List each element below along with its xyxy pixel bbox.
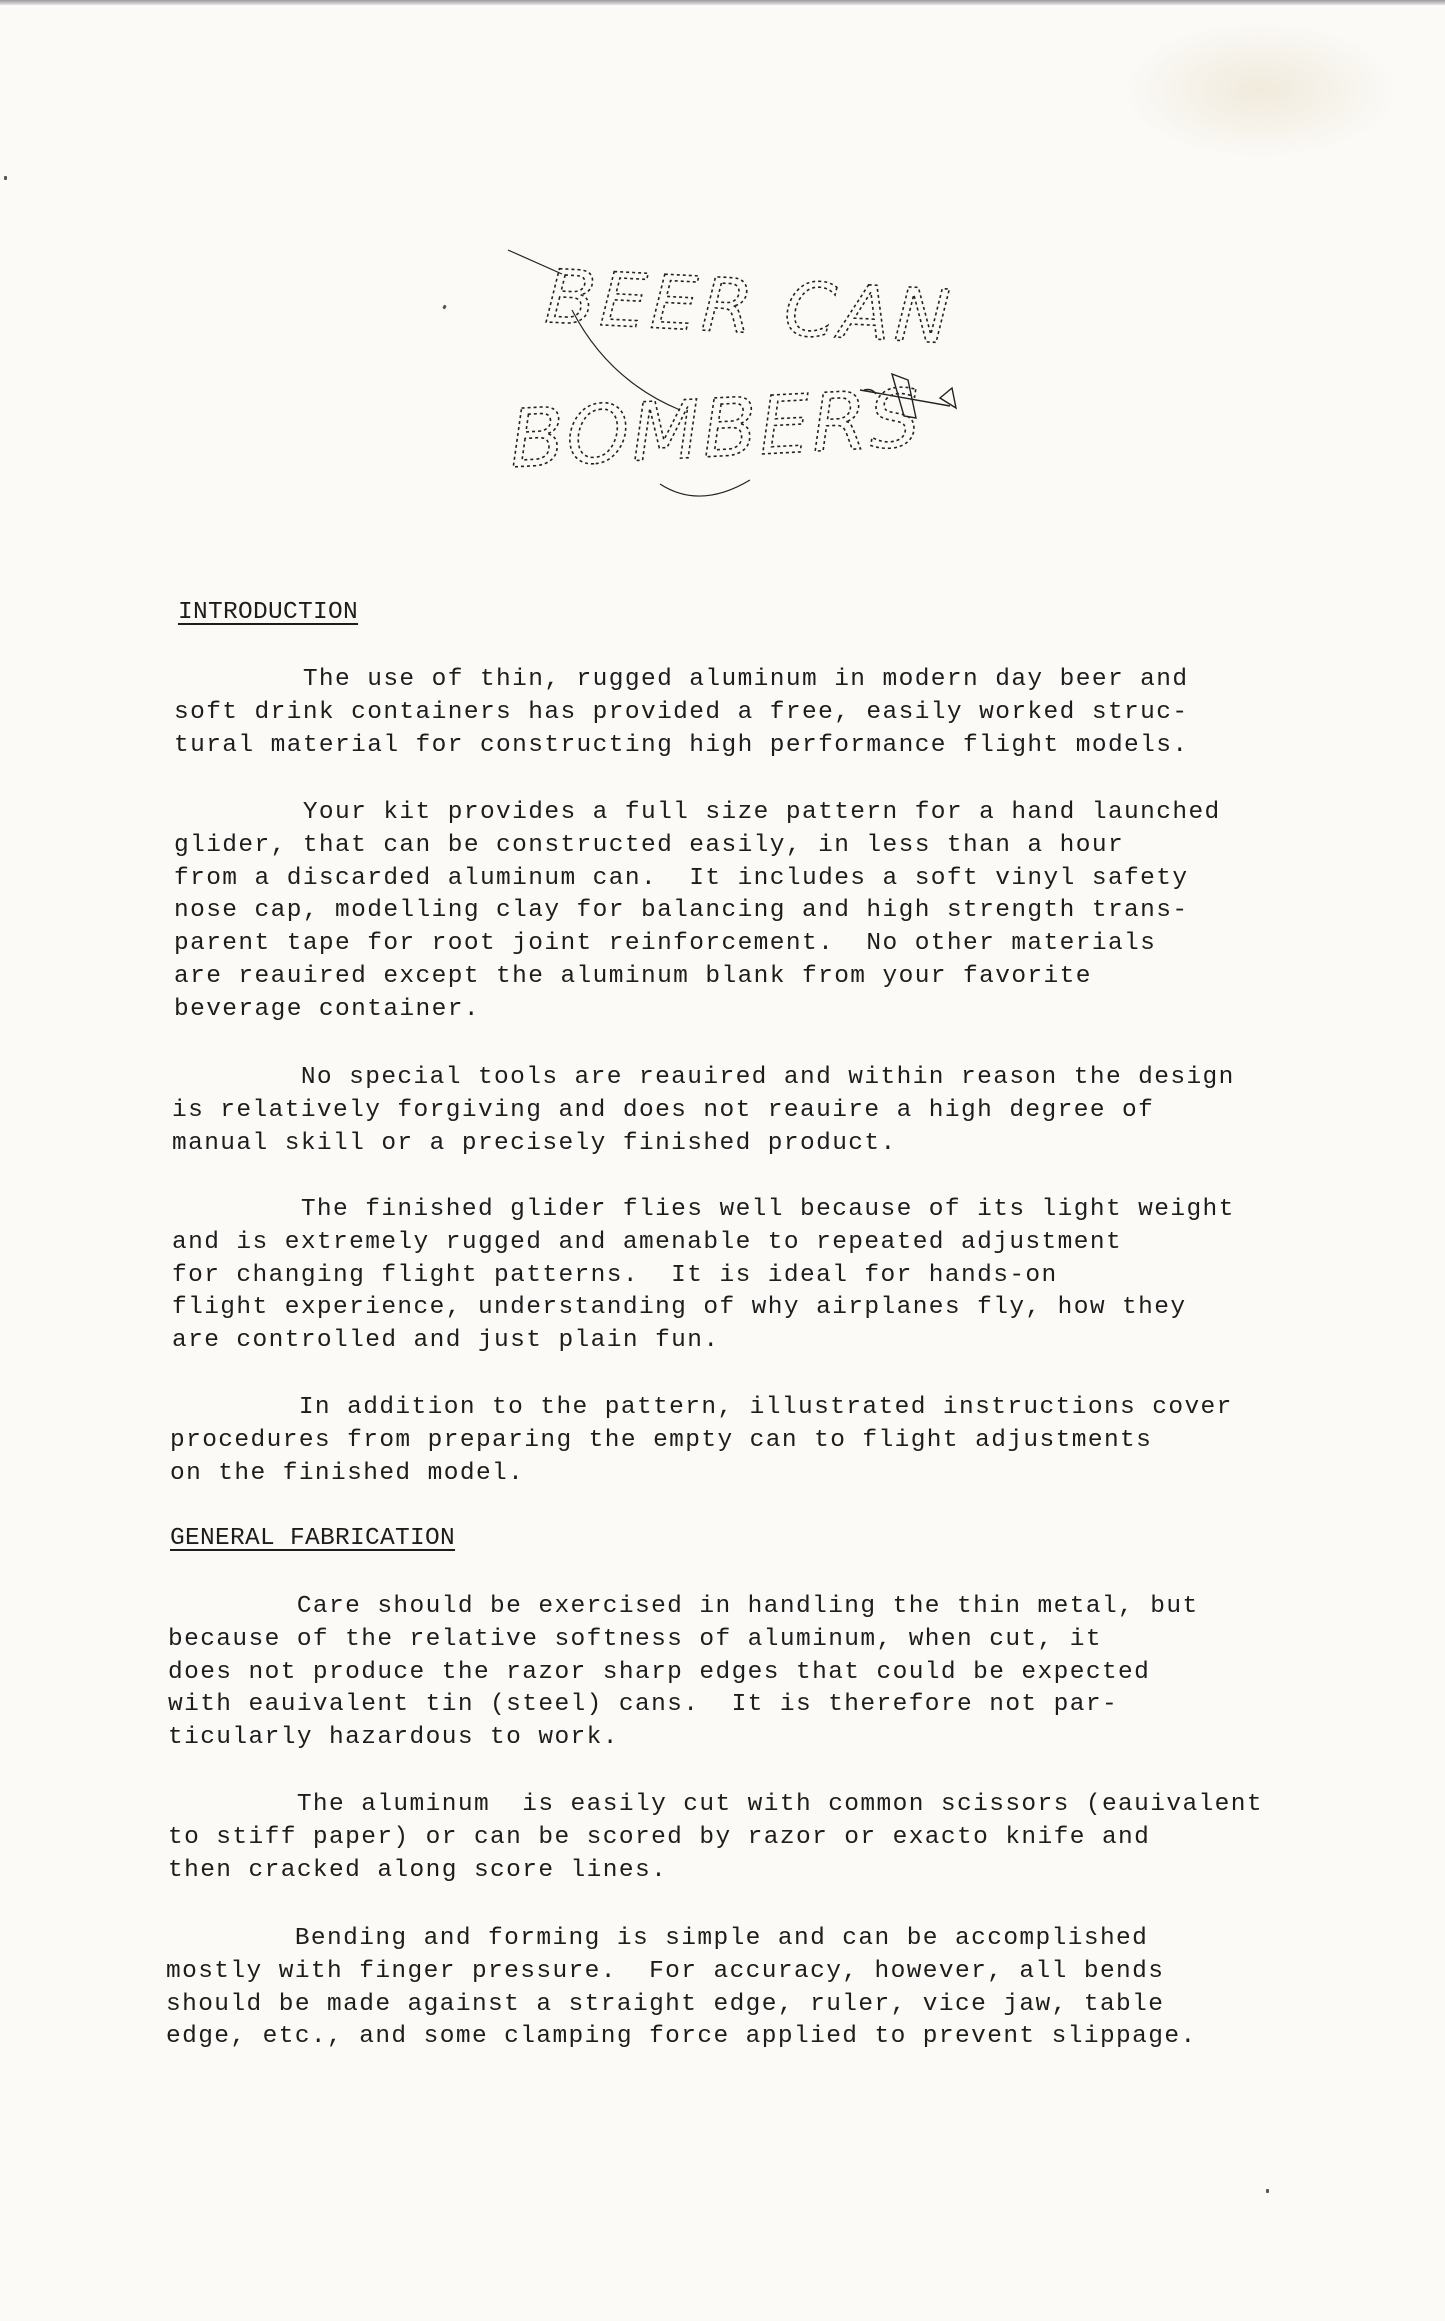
paper-speck — [442, 305, 447, 310]
page-top-edge — [0, 0, 1445, 5]
logo-line-1: BEER CAN — [543, 253, 957, 362]
intro-paragraph-2: Your kit provides a full size pattern for a hand launched glider, that can be constructed easily, in less than a hour from a discarded aluminum can. It includes a soft vinyl safety nose cap, modelling clay for balancing and high strength trans- parent tape for root joint reinforcement. No other materials are reauired except the aluminum blank from your favorite beverage container. — [174, 799, 1221, 1023]
paper-stain — [1120, 20, 1400, 160]
paper-speck — [1266, 2189, 1269, 2193]
fabrication-paragraph-2: The aluminum is easily cut with common scissors (eauivalent to stiff paper) or can be scored by razor or exacto knife and then cracked along score lines. — [168, 1791, 1263, 1884]
paper-speck — [4, 176, 7, 180]
logo-line-2: BOMBERS — [507, 371, 925, 486]
intro-paragraph-3: No special tools are reauired and within reason the design is relatively forgiving and does not reauire a high degree of manual skill or a precisely finished product. — [172, 1064, 1235, 1157]
intro-paragraph-4: The finished glider flies well because of its light weight and is extremely rugged and amenable to repeated adjustment for changing flight patterns. It is ideal for hands-on flight experience, understanding of why airplanes fly, how they are controlled and just plain fun. — [172, 1196, 1235, 1355]
beer-can-bombers-logo — [500, 240, 990, 540]
fabrication-paragraph-1: Care should be exercised in handling the thin metal, but because of the relative softness of aluminum, when cut, it does not produce the razor sharp edges that could be expected with eauivalent tin (steel) cans. It is therefore not par- ticularly hazardous to work. — [168, 1593, 1199, 1752]
section-heading-general-fabrication: GENERAL FABRICATION — [170, 1525, 456, 1552]
section-heading-introduction: INTRODUCTION — [178, 599, 359, 626]
fabrication-paragraph-3: Bending and forming is simple and can be accomplished mostly with finger pressure. For accuracy, however, all bends should be made against a straight edge, ruler, vice jaw, table edge, etc., and some clamping force applied to prevent slippage. — [166, 1925, 1197, 2051]
intro-paragraph-5: In addition to the pattern, illustrated instructions cover procedures from preparing the empty can to flight adjustments on the finished model. — [170, 1394, 1233, 1487]
intro-paragraph-1: The use of thin, rugged aluminum in modern day beer and soft drink containers has provided a free, easily worked struc- tural material for constructing high performance flight models. — [174, 666, 1189, 759]
